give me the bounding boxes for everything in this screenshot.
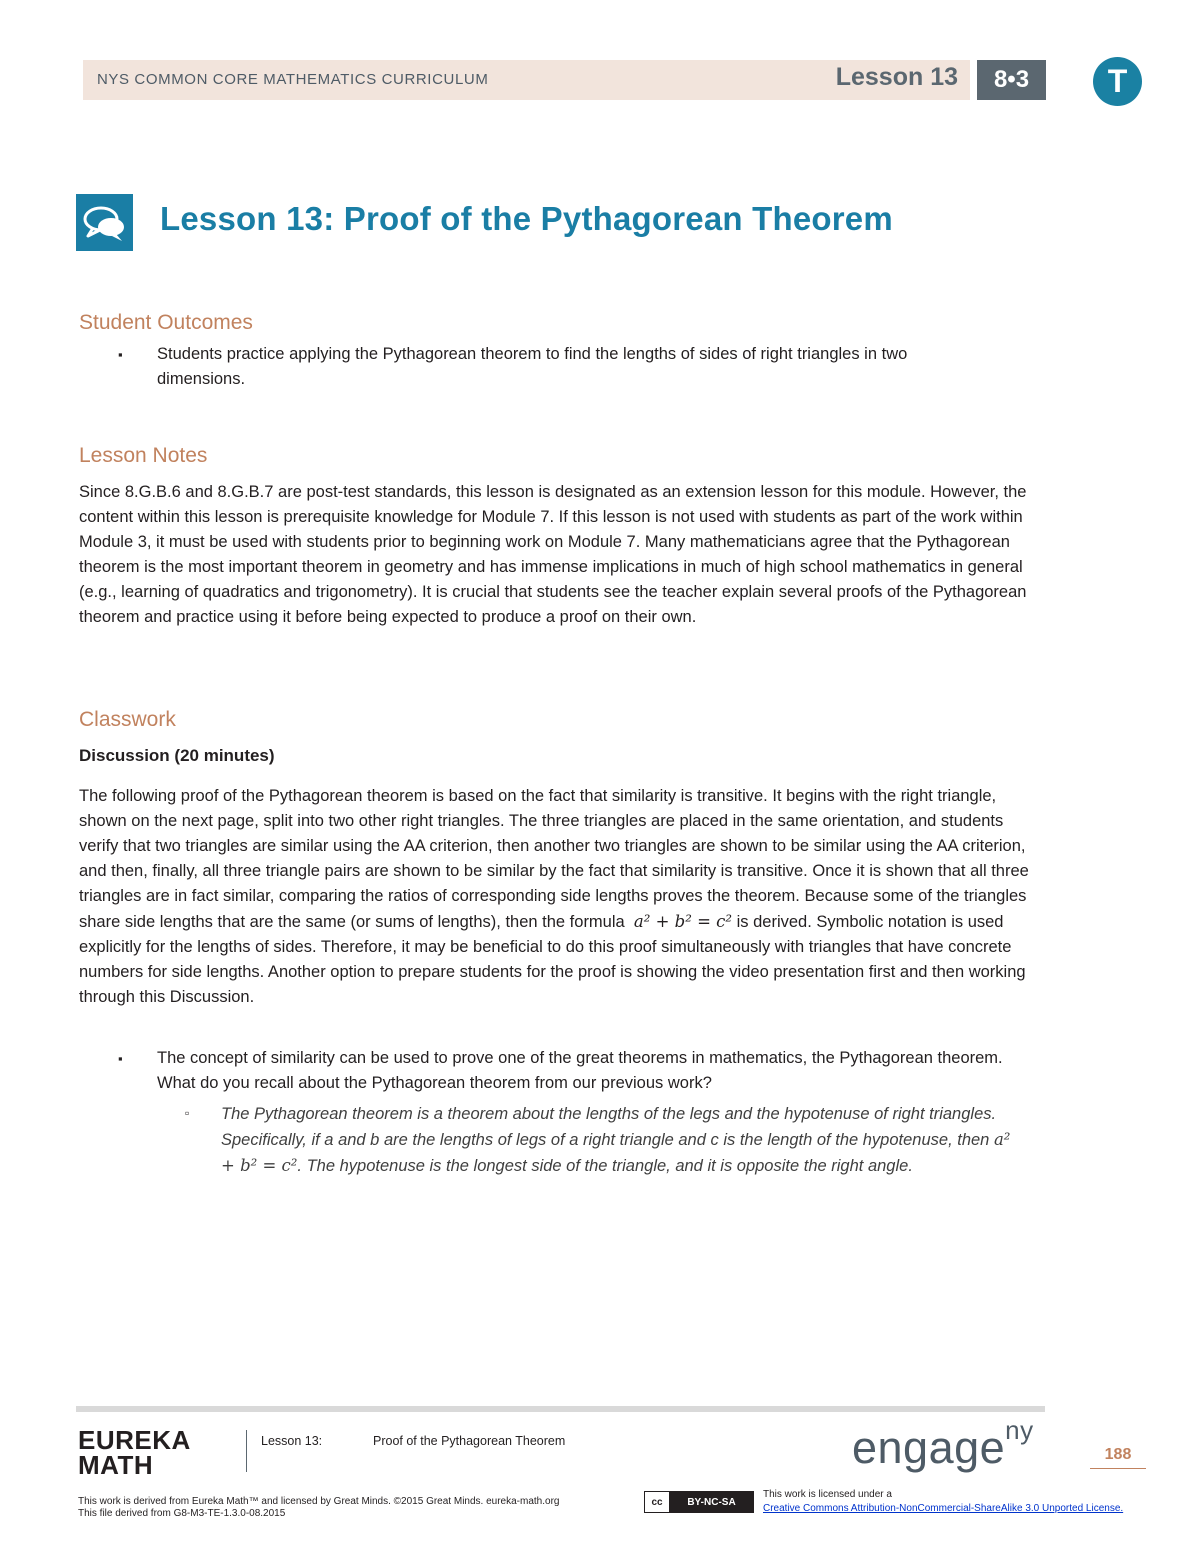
answer-text-2: . The hypotenuse is the longest side of the triangle, and it is opposite the right angle. (297, 1157, 913, 1175)
student-outcomes-heading: Student Outcomes (79, 311, 253, 334)
discussion-intro (79, 784, 1041, 1010)
eureka-logo-line2: MATH (78, 1450, 154, 1480)
cc-icon: cc (645, 1492, 670, 1512)
bullet-square-icon: ▪ (118, 347, 123, 362)
engage-ny: ny (1005, 1415, 1034, 1445)
lesson-notes-text: Since 8.G.B.6 and 8.G.B.7 are post-test standards, this lesson is designated as an extension lesson for this module. However, the content within this lesson is prerequisite knowledge for Module 7. If this lesson is not used with students as part of the work within Module 3, it must be used with students prior to beginning work on Module 7. Many mathematicians agree that the Pythagorean theorem is the most important theorem in geometry and has immense implications in much of high school mathematics in general (e.g., learning of quadratics and trigonometry). It is crucial that students see the teacher explain several proofs of the Pythagorean theorem and practice using it before being expected to produce a proof on their own. (79, 483, 1027, 626)
footer-divider (246, 1430, 247, 1472)
eureka-math-logo (78, 1425, 191, 1480)
outcome-item: Students practice applying the Pythagorean theorem to find the lengths of sides of right triangles in two dimensions. (157, 345, 908, 388)
discussion-icon (76, 194, 133, 251)
eureka-logo-line1: EUREKA (78, 1425, 191, 1455)
answer-text-1: The Pythagorean theorem is a theorem about the lengths of the legs and the hypotenuse of right triangles. Specifically, if a and b are the lengths of legs of a right triangle and c is the length of the hypotenuse, then (221, 1105, 997, 1149)
classwork-heading: Classwork (79, 708, 176, 731)
page-number: 188 (1104, 1446, 1132, 1463)
lesson-notes-heading: Lesson Notes (79, 444, 208, 467)
intro-text-1: The following proof of the Pythagorean theorem is based on the fact that similarity is transitive. It begins with the right triangle, shown on the next page, split into two other right triangles. The three triangles are placed in the same orientation, and students verify that two triangles are similar using the AA criterion, then another two triangles are shown to be similar using the AA criterion, and then, finally, all three triangle pairs are shown to be similar by the fact that similarity is transitive. Once it is shown that all three triangles are in fact similar, comparing the ratios of corresponding side lengths proves the theorem. Because some of the triangles share side lengths that are the same (or sums of lengths), then the formula (79, 787, 1029, 931)
page-title: Lesson 13: Proof of the Pythagorean Theorem (160, 200, 893, 237)
formula: a² + b² = c² (633, 912, 732, 931)
page-number-rule (1090, 1468, 1146, 1469)
footer-rule (76, 1406, 1045, 1412)
engage-word: engage (852, 1422, 1006, 1473)
module-badge: 8•3 (977, 60, 1046, 100)
header-lesson-label: Lesson 13 (835, 63, 958, 91)
footer-lesson-topic: Proof of the Pythagorean Theorem (373, 1434, 566, 1448)
curriculum-title: NYS COMMON CORE MATHEMATICS CURRICULUM (97, 71, 489, 88)
engageny-logo (852, 1415, 1034, 1474)
license-link[interactable]: Creative Commons Attribution-NonCommercial-ShareAlike 3.0 Unported License. (763, 1503, 1124, 1514)
intro-text-2: is derived. Symbolic notation is used explicitly for the lengths of sides. Therefore, it may be beneficial to do this proof simultaneously with triangles that have concrete numbers for side lengths. Another option to prepare students for the proof is showing the video presentation first and then working through this Discussion. (79, 913, 1026, 1006)
answer-formula: a² + b² = c² (221, 1130, 1011, 1175)
file-notice: This file derived from G8-M3-TE-1.3.0-08.2015 (78, 1508, 286, 1519)
sub-bullet-hollow-square-icon: ▫ (185, 1106, 190, 1120)
expected-answer (221, 1102, 1021, 1179)
teacher-badge: T (1093, 57, 1142, 106)
license-intro: This work is licensed under a (763, 1489, 892, 1500)
cc-license-badge[interactable] (644, 1491, 754, 1513)
cc-badge-label: BY-NC-SA (670, 1492, 753, 1512)
derived-notice: This work is derived from Eureka Math™ and licensed by Great Minds. ©2015 Great Minds. eureka-math.org (78, 1496, 560, 1507)
discussion-subheading: Discussion (20 minutes) (79, 746, 275, 765)
footer-lesson-label: Lesson 13: (261, 1434, 323, 1448)
bullet-square-icon: ▪ (118, 1051, 123, 1066)
discussion-question: The concept of similarity can be used to prove one of the great theorems in mathematics, the Pythagorean theorem. What do you recall about the Pythagorean theorem from our previous work? (157, 1049, 1003, 1092)
